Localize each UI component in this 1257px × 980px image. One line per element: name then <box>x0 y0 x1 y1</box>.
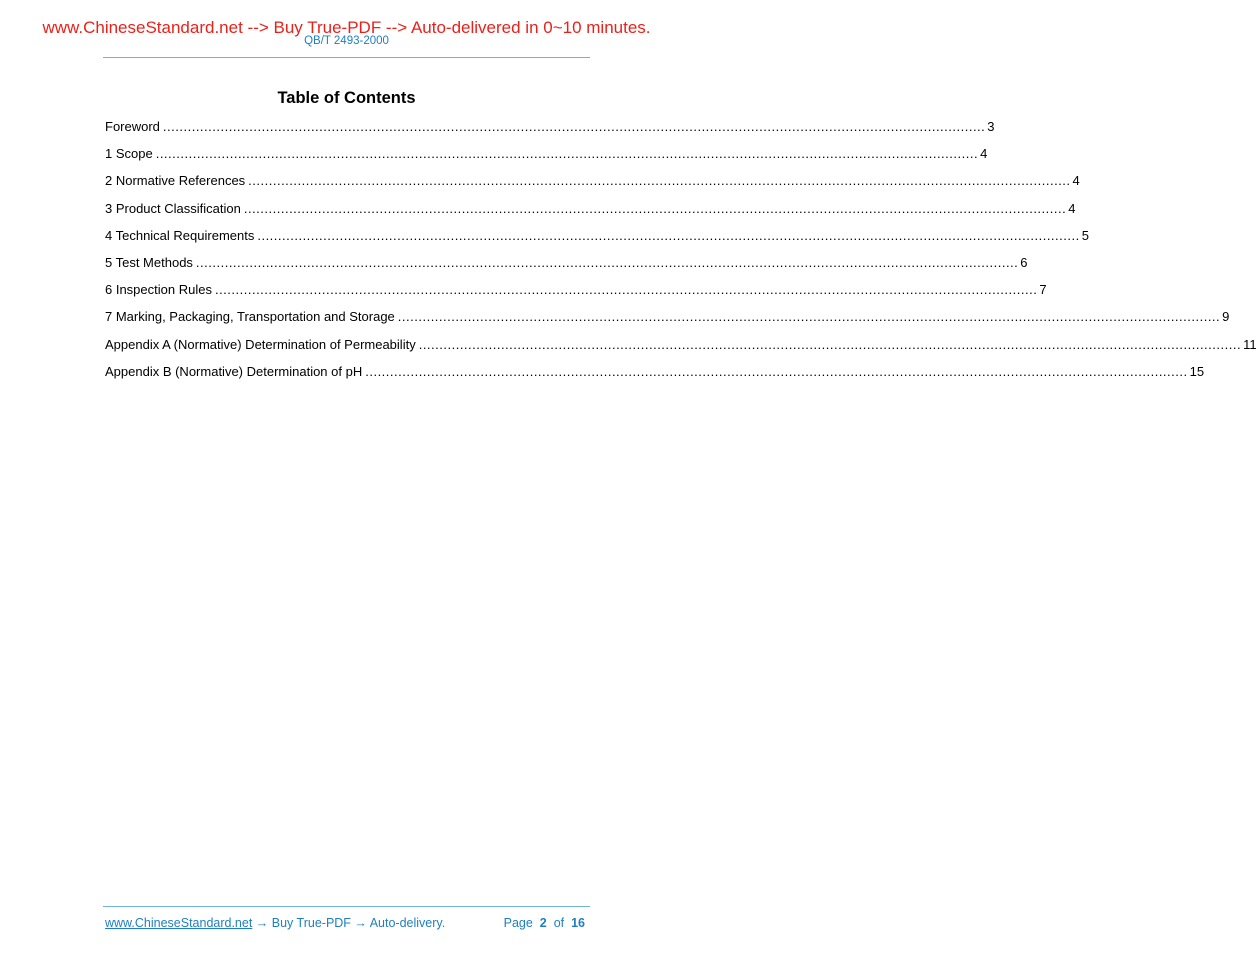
toc-entry-page: 6 <box>1020 254 1028 270</box>
header-divider <box>103 57 590 58</box>
footer-tagline: → Buy True-PDF → Auto-delivery. <box>252 916 446 930</box>
table-of-contents <box>105 119 1257 391</box>
toc-entry-page: 15 <box>1189 363 1205 379</box>
toc-leader-dots: ........................................................................................................................................................................................................ <box>365 363 1188 379</box>
toc-entry-label: 1 Scope <box>105 146 153 162</box>
toc-entry-page: 4 <box>1068 200 1076 216</box>
toc-leader-dots: ........................................................................................................................................................................................................ <box>155 146 979 162</box>
footer-promo <box>105 915 445 931</box>
toc-entry-label: 3 Product Classification <box>105 200 241 216</box>
page-footer <box>105 915 585 931</box>
toc-entry[interactable] <box>105 200 1076 228</box>
promo-banner[interactable]: www.ChineseStandard.net --> Buy True-PDF --> Auto-delivered in 0~10 minutes. <box>42 18 651 37</box>
toc-entry-label: 4 Technical Requirements <box>105 227 255 243</box>
page-word: Page <box>503 916 533 930</box>
toc-entry-page: 5 <box>1081 227 1089 243</box>
toc-entry-label: 5 Test Methods <box>105 254 193 270</box>
toc-entry[interactable] <box>105 227 1089 255</box>
toc-entry-label: 7 Marking, Packaging, Transportation and Storage <box>105 309 395 325</box>
toc-entry-page: 9 <box>1222 309 1230 325</box>
toc-entry[interactable] <box>105 146 988 173</box>
toc-entry[interactable] <box>105 309 1230 336</box>
toc-leader-dots: ........................................................................................................................................................................................................ <box>195 254 1019 270</box>
toc-entry[interactable] <box>105 363 1205 391</box>
toc-entry-label: Foreword <box>105 119 160 134</box>
page-indicator <box>504 915 585 931</box>
toc-entry-label: Appendix A (Normative) Determination of Permeability <box>105 336 416 352</box>
toc-leader-dots: ........................................................................................................................................................................................................ <box>243 200 1067 216</box>
toc-entry-page: 4 <box>1072 173 1080 189</box>
toc-entry-label: 6 Inspection Rules <box>105 282 212 298</box>
total-pages: 16 <box>571 916 585 930</box>
toc-title: Table of Contents <box>277 89 416 107</box>
toc-leader-dots: ........................................................................................................................................................................................................ <box>397 309 1221 325</box>
toc-entry-page: 4 <box>980 146 988 162</box>
footer-divider <box>103 906 590 907</box>
toc-entry-page: 3 <box>987 119 995 134</box>
of-word: of <box>553 916 565 930</box>
toc-entry[interactable] <box>105 282 1047 309</box>
toc-leader-dots: ........................................................................................................................................................................................................ <box>418 336 1242 352</box>
toc-entry[interactable] <box>105 173 1080 200</box>
toc-entry-page: 11 <box>1243 336 1257 352</box>
current-page-number: 2 <box>539 916 547 930</box>
toc-leader-dots: ........................................................................................................................................................................................................ <box>162 119 986 134</box>
toc-entry[interactable] <box>105 119 995 146</box>
toc-entry[interactable] <box>105 336 1257 364</box>
document-code: QB/T 2493-2000 <box>304 35 389 47</box>
toc-leader-dots: ........................................................................................................................................................................................................ <box>257 227 1080 243</box>
toc-entry[interactable] <box>105 254 1028 282</box>
toc-entry-label: 2 Normative References <box>105 173 246 189</box>
toc-entry-page: 7 <box>1039 282 1047 298</box>
footer-site-link[interactable]: www.ChineseStandard.net <box>105 916 253 930</box>
toc-leader-dots: ........................................................................................................................................................................................................ <box>248 173 1071 189</box>
toc-leader-dots: ........................................................................................................................................................................................................ <box>214 282 1038 298</box>
toc-entry-label: Appendix B (Normative) Determination of pH <box>105 363 363 379</box>
